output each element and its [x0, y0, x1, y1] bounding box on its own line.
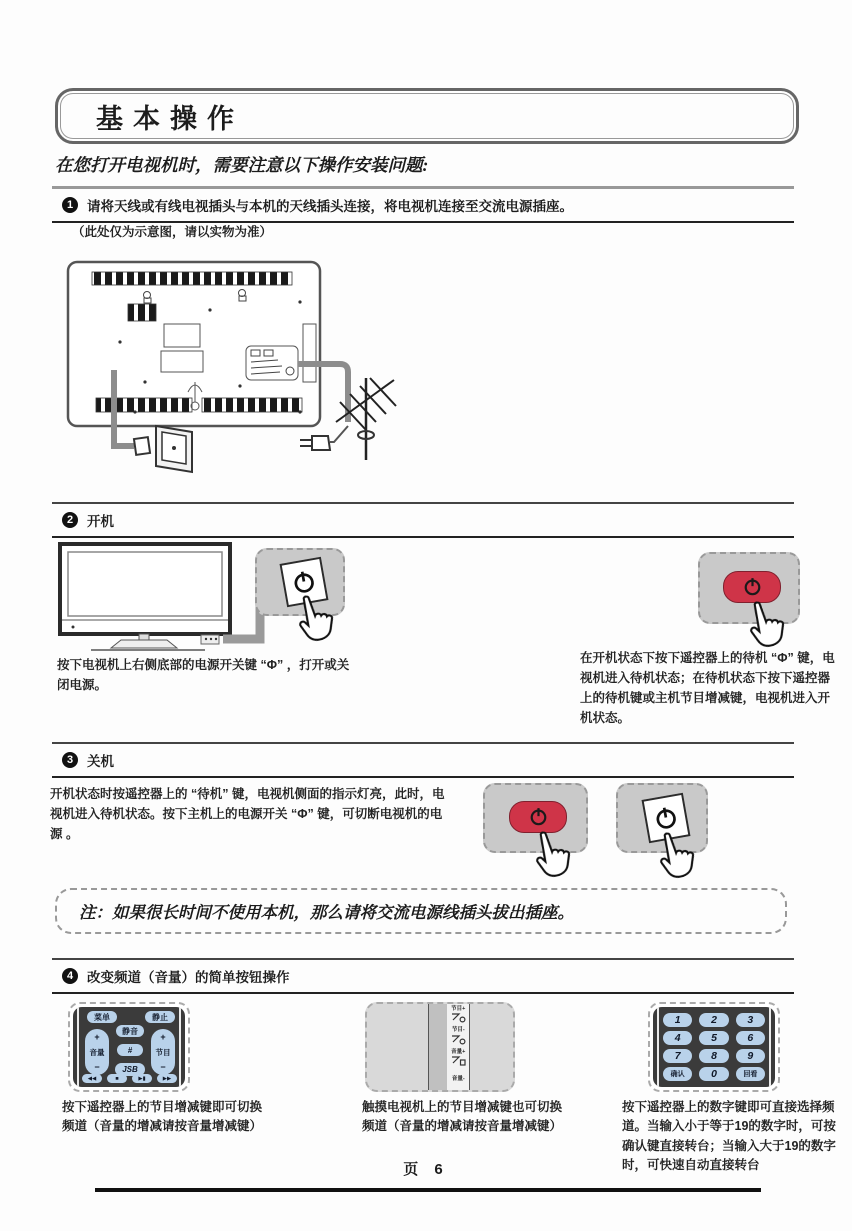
tv-side-buttons-illustration	[365, 1002, 515, 1092]
step1-header	[52, 186, 794, 223]
keypad-key-6: 6	[736, 1031, 765, 1045]
keypad-key-0: 0	[699, 1067, 728, 1081]
program-plus: +	[160, 1032, 166, 1042]
side-key-volume-down: 音量-	[451, 1075, 465, 1082]
power-icon	[528, 806, 549, 828]
touch-key-icon	[451, 1055, 466, 1066]
remote-program-rocker	[151, 1029, 175, 1075]
touch-key-icon	[451, 1034, 466, 1045]
remote-control-illustration	[68, 1002, 190, 1092]
side-key-volume-up: 音量+	[447, 1047, 469, 1069]
remote-body	[73, 1007, 185, 1087]
tv-power-button-panel	[616, 783, 708, 853]
remote-hash-button: #	[117, 1044, 143, 1056]
keypad-key-5: 5	[699, 1031, 728, 1045]
step1-text: 请将天线或有线电视插头与本机的天线插头连接，将电视机连接至交流电源插座。	[87, 199, 573, 214]
hand-pointer-icon	[525, 826, 578, 882]
step-number-badge: 3	[62, 752, 78, 768]
program-label: 节目	[155, 1047, 171, 1057]
caption-right: 按下遥控器上的数字键即可直接选择频道。当输入小于等于19的数字时，可按确认键直接转台；当输入大于19的数字时，可快速自动直接转台	[622, 1100, 836, 1173]
hand-pointer-icon	[739, 596, 792, 652]
remote-edge-highlight	[179, 1007, 181, 1087]
side-key-program-up: 节目+	[447, 1004, 469, 1026]
keypad-key-1: 1	[663, 1013, 692, 1027]
tv-side-band	[428, 1004, 449, 1090]
step-number-badge: 1	[62, 197, 78, 213]
power-off-text: 开机状态时按遥控器上的 “待机” 键，电视机侧面的指示灯亮，此时，电视机进入待机状态。按下主机上的电源开关 “Φ” 键，可切断电视机的电源 。	[50, 787, 445, 841]
remote-power-button-panel	[483, 783, 588, 853]
remote-play-pause-button: ▶▮	[132, 1074, 152, 1083]
keypad-key-9: 9	[736, 1049, 765, 1063]
footer-rule	[95, 1188, 761, 1192]
step-number-badge: 2	[62, 512, 78, 528]
keypad-edge-highlight	[657, 1007, 659, 1087]
power-icon	[742, 576, 763, 598]
caption-middle: 触摸电视机上的节目增减键也可切换频道（音量的增减请按音量增减键）	[362, 1100, 563, 1134]
volume-label: 音量	[89, 1047, 105, 1057]
keypad-key-7: 7	[663, 1049, 692, 1063]
page-title: 基本操作	[96, 103, 244, 134]
remote-volume-rocker	[85, 1029, 109, 1075]
side-key-program-down: 节目-	[447, 1026, 469, 1048]
remote-mute-button: 静音	[116, 1025, 144, 1037]
power-off-title: 关机	[87, 754, 114, 769]
keypad-key-recall: 回看	[736, 1067, 765, 1081]
remote-forward-button: ▶▶	[157, 1074, 177, 1083]
keypad-key-confirm: 确认	[663, 1067, 692, 1081]
step-number-badge: 4	[62, 968, 78, 984]
keypad-key-8: 8	[699, 1049, 728, 1063]
keypad-key-2: 2	[699, 1013, 728, 1027]
section-power-on-header	[52, 502, 794, 538]
touch-key-icon	[451, 1012, 466, 1023]
power-on-right-caption: 在开机状态下按下遥控器上的待机 “Φ” 键，电视机进入待机状态；在待机状态下按下遥控器上的待机键或主机节目增减键，电视机进入开机状态。	[580, 651, 835, 725]
intro-text: 在您打开电视机时，需要注意以下操作安装问题:	[55, 155, 429, 175]
hand-pointer-icon	[649, 827, 702, 883]
schematic-note: （此处仅为示意图，请以实物为准）	[72, 225, 273, 239]
number-keypad-illustration	[648, 1002, 780, 1092]
tv-power-button-panel	[255, 548, 345, 616]
power-on-title: 开机	[87, 514, 114, 529]
keypad-body	[653, 1007, 775, 1087]
title-box	[55, 88, 799, 144]
note-text: 注：如果很长时间不使用本机，那么请将交流电源线插头拔出插座。	[79, 903, 574, 922]
note-box	[55, 888, 787, 934]
volume-plus: +	[94, 1032, 100, 1042]
remote-still-button: 静止	[145, 1011, 175, 1023]
power-icon	[651, 802, 681, 833]
section-power-off-header	[52, 742, 794, 778]
keypad-grid	[663, 1013, 765, 1081]
program-minus: −	[160, 1062, 166, 1072]
caption-left: 按下遥控器上的节目增减键即可切换频道（音量的增减请按音量增减键）	[62, 1100, 263, 1134]
remote-rewind-button: ◀◀	[82, 1074, 102, 1083]
page-number: 页 6	[403, 1161, 449, 1178]
tv-side-key-column	[447, 1004, 470, 1090]
keypad-key-3: 3	[736, 1013, 765, 1027]
remote-stop-button: ■	[107, 1074, 127, 1083]
remote-jsb-button: JSB	[115, 1063, 145, 1076]
tv-rear-connection-diagram	[50, 250, 455, 485]
keypad-key-4: 4	[663, 1031, 692, 1045]
remote-edge-highlight	[77, 1007, 79, 1087]
power-on-left-caption: 按下电视机上右侧底部的电源开关键 “Φ” ，打开或关闭电源。	[57, 658, 350, 692]
section-channel-header	[52, 958, 794, 994]
channel-title: 改变频道（音量）的简单按钮操作	[87, 970, 290, 985]
hand-pointer-icon	[288, 590, 341, 646]
volume-minus: −	[94, 1062, 100, 1072]
keypad-edge-highlight	[769, 1007, 771, 1087]
remote-power-button-panel	[698, 552, 800, 624]
remote-menu-button: 菜单	[87, 1011, 117, 1023]
